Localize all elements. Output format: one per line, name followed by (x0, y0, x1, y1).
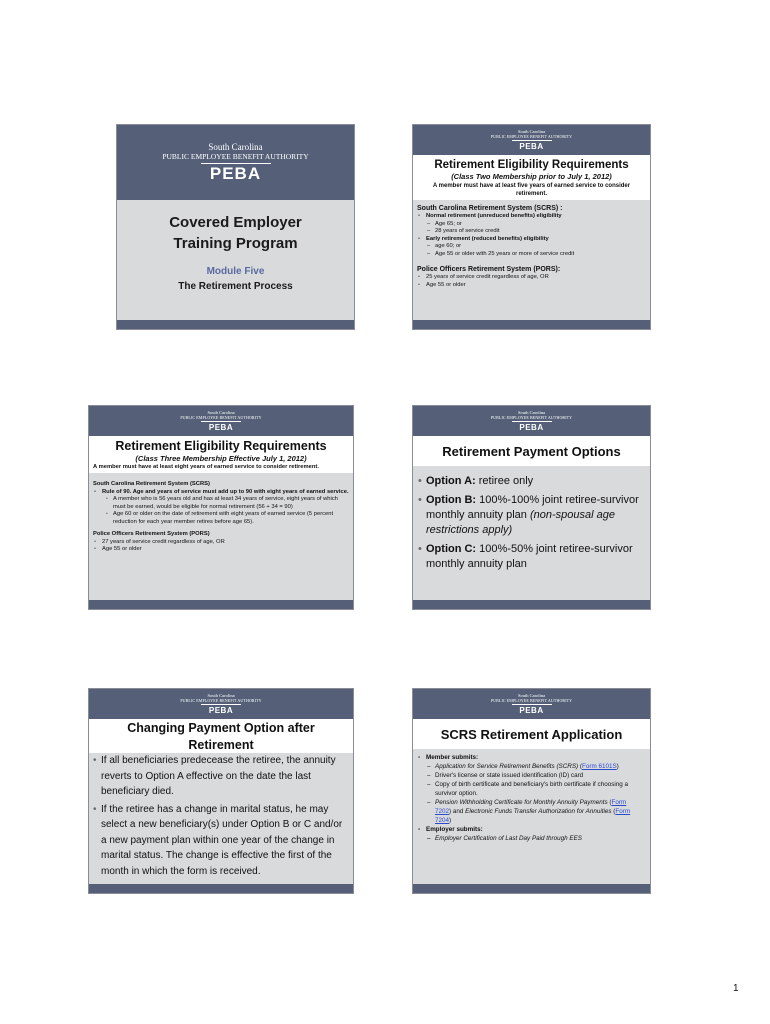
list-item: – Application for Service Retirement Benefits (SCRS) (Form 6101S) (417, 762, 644, 771)
slide-footer-bar (413, 320, 650, 329)
header-authority: PUBLIC EMPLOYEE BENEFIT AUTHORITY (162, 152, 309, 161)
scrs-heading: South Carolina Retirement System (SCRS) : (417, 205, 563, 212)
list-item: • A member who is 56 years old and has at least 34 years of service, eight years of which must be earned, would be eligible for normal retirement (56 + 34 = 90) (93, 496, 349, 511)
header-authority: PUBLIC EMPLOYEE BENEFIT AUTHORITY (180, 698, 262, 703)
slide-title: SCRS Retirement Application (440, 727, 623, 742)
slide-header (413, 125, 650, 155)
list-item: • Rule of 90. Age and years of service must add up to 90 with eight years of earned service. (93, 489, 349, 497)
pors-heading: Police Officers Retirement System (PORS) (93, 531, 210, 537)
slide-subtitle: (Class Two Membership prior to July 1, 2012) (451, 172, 612, 181)
header-authority: PUBLIC EMPLOYEE BENEFIT AUTHORITY (180, 415, 262, 420)
slide-footer-bar (89, 600, 353, 609)
slide-header (117, 125, 354, 200)
list-item: • Age 60 or older on the date of retirement with eight years of earned service (5 percent reduction for each year member retires before age 65). (93, 511, 349, 526)
peba-logo: PEBA (519, 423, 544, 432)
slide-title: Retirement Eligibility Requirements (434, 159, 629, 171)
list-item: – Employer Certification of Last Day Paid through EES (417, 834, 644, 843)
peba-logo: PEBA (519, 142, 544, 151)
peba-logo: PEBA (208, 706, 234, 715)
slide-title-line2: Retirement (188, 738, 254, 752)
pors-heading: Police Officers Retirement System (PORS): (417, 266, 561, 273)
slide-subtitle: (Class Three Membership Effective July 1, 2012) (135, 454, 307, 463)
list-item: • Early retirement (reduced benefits) eligibility (417, 236, 646, 244)
slide-scrs-application (412, 688, 651, 894)
header-state: South Carolina (517, 693, 546, 698)
header-authority: PUBLIC EMPLOYEE BENEFIT AUTHORITY (490, 698, 573, 703)
form-7202-link[interactable]: Form 7202 (435, 799, 627, 815)
header-state: South Carolina (517, 129, 546, 134)
list-item: • If the retiree has a change in marital status, he may select a new beneficiary(s) under Option B or C and/or a new payment plan within one year of the change in marital status. The change is effective the first of the month in which the form is received. (92, 802, 347, 880)
list-item: • Age 55 or older (417, 282, 646, 290)
peba-logo: PEBA (208, 423, 234, 432)
list-item: • Normal retirement (unreduced benefits) eligibility (417, 213, 646, 221)
header-authority: PUBLIC EMPLOYEE BENEFIT AUTHORITY (490, 134, 573, 139)
header-state: South Carolina (207, 693, 235, 698)
slide-footer-bar (413, 600, 650, 609)
slide-eligibility-class-three (88, 405, 354, 610)
slide-footer-bar (89, 884, 353, 893)
slide-payment-options (412, 405, 651, 610)
list-item: – 28 years of service credit (417, 228, 646, 236)
list-item: – Pension Withholding Certificate for Monthly Annuity Payments (Form 7202) and Electronic Funds Transfer Authorization for Annuities (Form 7204) (417, 798, 644, 825)
list-item: • 25 years of service credit regardless of age, OR (417, 274, 646, 282)
slide-title-line1: Changing Payment Option after (127, 721, 315, 735)
slide-eligibility-class-two (412, 124, 651, 330)
list-item: • Age 55 or older (93, 546, 349, 554)
form-6101s-link[interactable]: Form 6101S (582, 763, 617, 770)
slide-header (413, 406, 650, 436)
form-7204-link[interactable]: Form 7204 (435, 808, 631, 824)
slide-header (89, 406, 353, 436)
list-item: • Option A: retiree only (417, 474, 642, 489)
member-heading: • Member submits: (417, 753, 644, 762)
cover-title-line1: Covered Employer (169, 214, 302, 231)
slide-header (89, 689, 353, 719)
cover-title-line2: Training Program (173, 235, 298, 252)
peba-logo: PEBA (519, 706, 544, 715)
list-item: • Option C: 100%-50% joint retiree-survivor monthly annuity plan (417, 542, 642, 572)
header-divider (201, 421, 241, 422)
list-item: • Option B: 100%-100% joint retiree-survivor monthly annuity plan (non-spousal age restrictions apply) (417, 493, 642, 538)
slide-title: Retirement Eligibility Requirements (115, 439, 327, 453)
list-item: – Age 65; or (417, 221, 646, 229)
header-divider (512, 421, 552, 422)
list-item: – Driver's license or state issued identification (ID) card (417, 771, 644, 780)
cover-module: Module Five (206, 266, 265, 277)
slide-note: A member must have at least eight years of earned service to consider retirement. (93, 464, 319, 470)
header-divider (201, 704, 241, 705)
employer-heading: • Employer submits: (417, 825, 644, 834)
header-state: South Carolina (208, 142, 263, 152)
slide-changing-payment-option (88, 688, 354, 894)
header-authority: PUBLIC EMPLOYEE BENEFIT AUTHORITY (490, 415, 573, 420)
slide-footer-bar (413, 884, 650, 893)
slide-title: Retirement Payment Options (442, 444, 621, 459)
header-divider (512, 704, 552, 705)
list-item: – Copy of birth certificate and beneficiary's birth certificate if choosing a survivor option. (417, 780, 644, 798)
list-item: – Age 55 or older with 25 years or more of service credit (417, 251, 646, 259)
header-divider (512, 140, 552, 141)
slide-header (413, 689, 650, 719)
list-item: • If all beneficiaries predecease the retiree, the annuity reverts to Option A effective on the date the last beneficiary died. (92, 753, 347, 800)
page-number: 1 (733, 983, 739, 994)
list-item: – age 60; or (417, 243, 646, 251)
slide-cover (116, 124, 355, 330)
slide-note: A member must have at least five years of earned service to consider retirement. (432, 183, 631, 197)
cover-subtitle: The Retirement Process (178, 281, 293, 292)
peba-logo: PEBA (209, 164, 262, 183)
header-state: South Carolina (517, 410, 546, 415)
header-state: South Carolina (207, 410, 235, 415)
list-item: • 27 years of service credit regardless of age, OR (93, 539, 349, 547)
slide-footer-bar (117, 320, 354, 329)
scrs-heading: South Carolina Retirement System (SCRS) (93, 481, 210, 487)
